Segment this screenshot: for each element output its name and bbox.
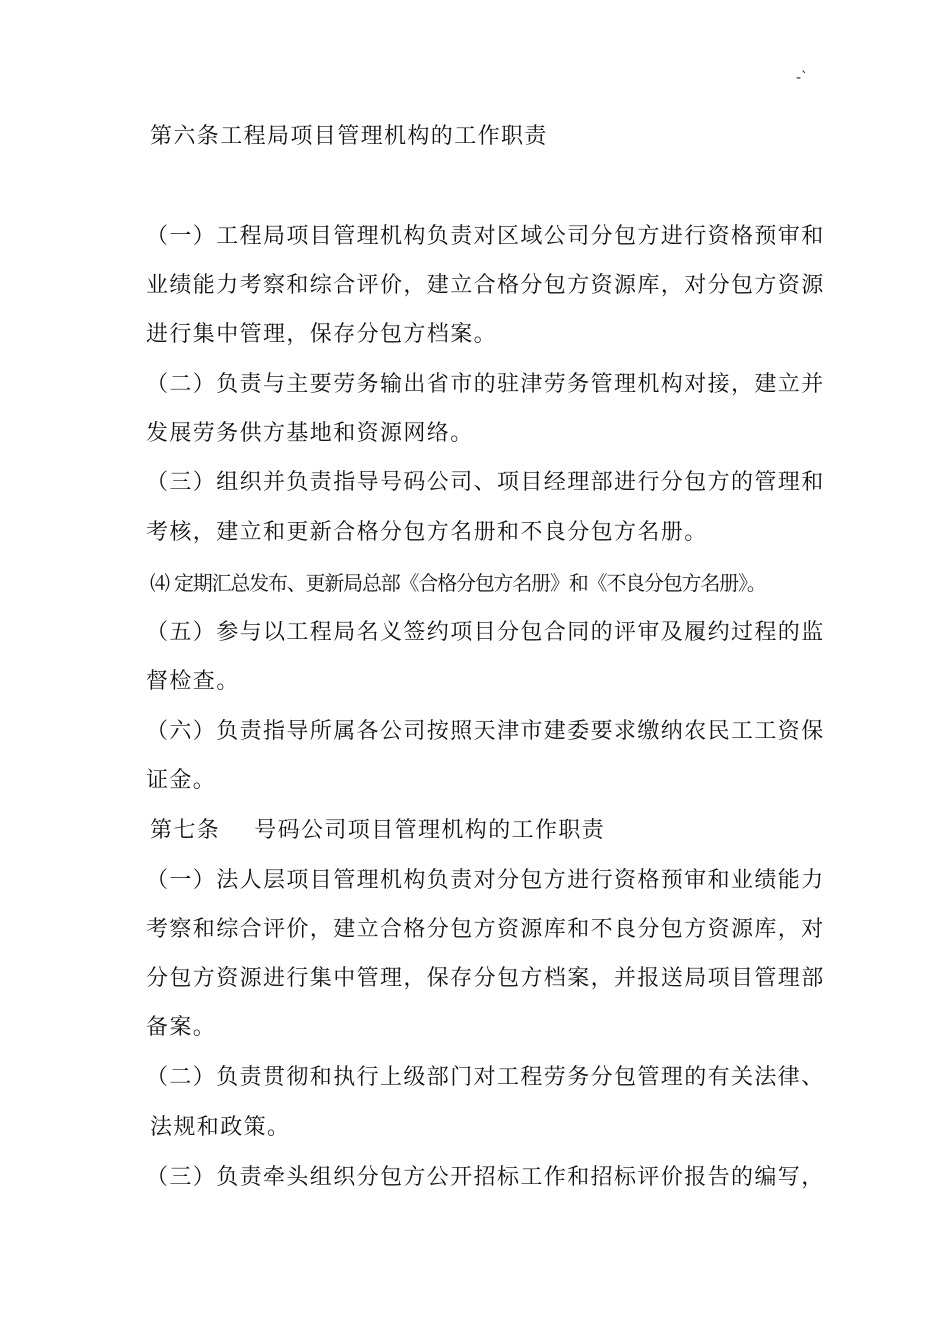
article-6-line: ⑷ 定期汇总发布、更新局总部《合格分包方名册》和《不良分包方名册》。 [150,571,766,595]
article-7-line: （一）法人层项目管理机构负责对分包方进行资格预审和业绩能力 [146,868,825,893]
article-7-line: （二）负责贯彻和执行上级部门对工程劳务分包管理的有关法律、 [146,1065,825,1090]
article-6-line: 考核，建立和更新合格分包方名册和不良分包方名册。 [146,520,708,545]
article-7-title-prefix: 第七条 [150,818,221,843]
article-6-line: 发展劳务供方基地和资源网络。 [146,421,474,446]
article-6-line: （二）负责与主要劳务输出省市的驻津劳务管理机构对接，建立并 [146,372,825,397]
article-6-line: （一）工程局项目管理机构负责对区域公司分包方进行资格预审和 [146,224,825,249]
article-6-line: （三）组织并负责指导号码公司、项目经理部进行分包方的管理和 [146,470,825,495]
article-6-line: （六）负责指导所属各公司按照天津市建委要求缴纳农民工工资保 [146,719,825,744]
article-7-line: 法规和政策。 [150,1115,291,1140]
article-6-line: 进行集中管理，保存分包方档案。 [146,322,498,347]
article-7-title [150,816,605,846]
article-7-line: （三）负责牵头组织分包方公开招标工作和招标评价报告的编写， [146,1165,825,1190]
article-6-line: 证金。 [146,768,217,793]
article-7-line: 考察和综合评价，建立合格分包方资源库和不良分包方资源库，对 [146,917,825,942]
corner-mark: -` [796,70,809,86]
article-6-line: 业绩能力考察和综合评价，建立合格分包方资源库，对分包方资源 [146,273,825,298]
article-7-line: 备案。 [146,1015,217,1040]
article-6-title: 第六条工程局项目管理机构的工作职责 [150,124,548,149]
article-7-title-rest: 号码公司项目管理机构的工作职责 [254,818,606,843]
article-6-line: 督检查。 [146,669,240,694]
article-6-line: （五）参与以工程局名义签约项目分包合同的评审及履约过程的监 [146,620,825,645]
article-7-line: 分包方资源进行集中管理，保存分包方档案，并报送局项目管理部 [146,966,825,991]
